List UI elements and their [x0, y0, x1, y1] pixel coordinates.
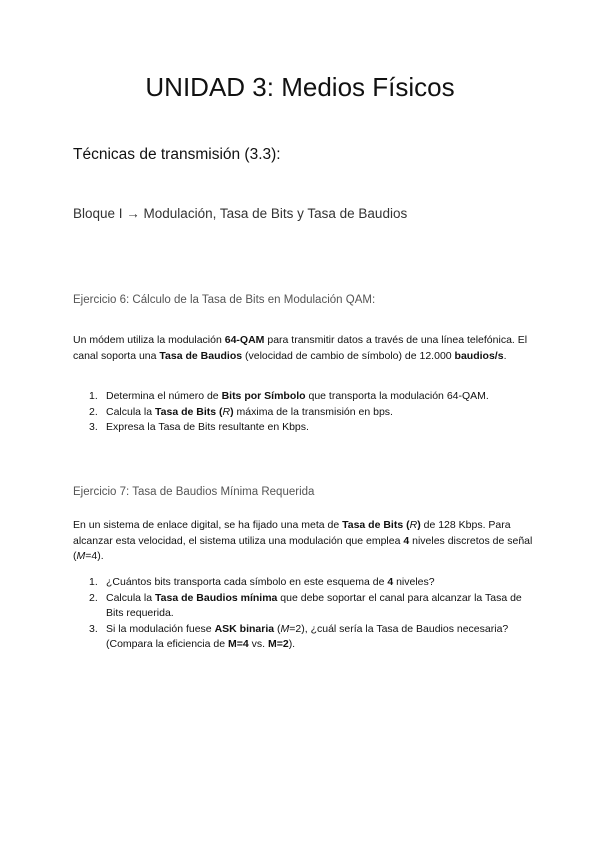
intro-text: (velocidad de cambio de símbolo) de 12.000: [242, 349, 455, 362]
list-item-text: [106, 575, 533, 591]
item-bold: 4: [387, 576, 394, 588]
item-text: vs.: [248, 638, 268, 650]
item-text: que debe soportar el canal para alcanzar la Tasa de Bits requerida.: [106, 591, 522, 619]
item-text: ).: [288, 638, 296, 650]
intro-text: .: [503, 349, 507, 362]
item-bold: Tasa de Bits (: [155, 405, 223, 418]
intro-text: de 128 Kbps. Para alcanzar esta velocidad, el sistema utiliza una modulación que emplea: [73, 519, 511, 547]
exercise-7-list: [73, 575, 533, 653]
intro-bold: Tasa de Baudios: [159, 349, 243, 362]
list-item-text: [106, 591, 533, 622]
item-text: (: [274, 622, 281, 635]
intro-italic: R: [409, 519, 418, 531]
intro-italic: M: [76, 550, 86, 562]
list-number: 3.: [89, 421, 98, 433]
item-text: Calcula la: [106, 405, 156, 418]
list-item-text: [106, 622, 533, 653]
item-text: niveles?: [393, 576, 435, 588]
item-text: ¿Cuántos bits transporta cada símbolo en este esquema de: [106, 576, 388, 588]
list-item-text: [106, 420, 533, 436]
item-bold: Bits por Símbolo: [221, 390, 306, 402]
intro-bold: baudios/s: [454, 349, 504, 362]
block-heading: Bloque I → Modulación, Tasa de Bits y Tasa de Baudios: [73, 206, 408, 221]
item-bold: ): [230, 405, 234, 418]
document-title: UNIDAD 3: Medios Físicos: [145, 72, 455, 102]
item-text: =2), ¿cuál sería la Tasa de Baudios necesaria? (Compara la eficiencia de: [106, 622, 509, 650]
list-item-text: [106, 405, 533, 421]
list-item: [73, 622, 533, 653]
exercise-6-title: Ejercicio 6: Cálculo de la Tasa de Bits en Modulación QAM:: [73, 294, 376, 306]
intro-text: para transmitir datos a través de una línea telefónica. El canal soporta una: [73, 334, 528, 362]
list-number: 1.: [89, 390, 98, 402]
intro-bold: 4: [403, 534, 410, 547]
exercise-6-list: [73, 389, 533, 436]
list-item: [73, 575, 533, 591]
item-text: que transporta la modulación 64-QAM.: [305, 390, 489, 402]
list-number: 1.: [89, 576, 98, 588]
exercise-7-title: Ejercicio 7: Tasa de Baudios Mínima Requerida: [73, 486, 315, 498]
item-italic: R: [222, 405, 231, 418]
item-text: Si la modulación fuese: [106, 622, 215, 635]
intro-bold: ): [417, 519, 421, 531]
list-item: [73, 591, 533, 622]
item-text: Determina el número de: [106, 390, 222, 402]
list-number: 2.: [89, 405, 98, 418]
list-item: [73, 420, 533, 436]
item-text: Calcula la: [106, 591, 156, 604]
item-bold: Tasa de Baudios mínima: [155, 591, 278, 604]
item-bold: M=2: [267, 638, 289, 650]
item-text: Expresa la Tasa de Bits resultante en Kbps.: [106, 421, 309, 433]
intro-text: niveles discretos de señal (: [73, 534, 533, 562]
section-heading: Técnicas de transmisión (3.3):: [73, 146, 281, 163]
list-item-text: [106, 389, 533, 405]
item-italic: M: [280, 622, 290, 635]
intro-text: En un sistema de enlace digital, se ha fijado una meta de: [73, 519, 343, 531]
intro-text: Un módem utiliza la modulación: [73, 334, 225, 346]
intro-bold: 64-QAM: [224, 334, 265, 346]
intro-bold: Tasa de Bits (: [342, 519, 410, 531]
exercise-6-intro: [73, 333, 533, 364]
item-bold: M=4: [227, 638, 249, 650]
list-item: [73, 405, 533, 421]
item-text: máxima de la transmisión en bps.: [233, 405, 393, 418]
item-bold: ASK binaria: [214, 622, 275, 635]
list-item: [73, 389, 533, 405]
exercise-7-intro: [73, 518, 533, 565]
list-number: 3.: [89, 622, 98, 635]
list-number: 2.: [89, 591, 98, 604]
intro-text: =4).: [85, 550, 104, 562]
